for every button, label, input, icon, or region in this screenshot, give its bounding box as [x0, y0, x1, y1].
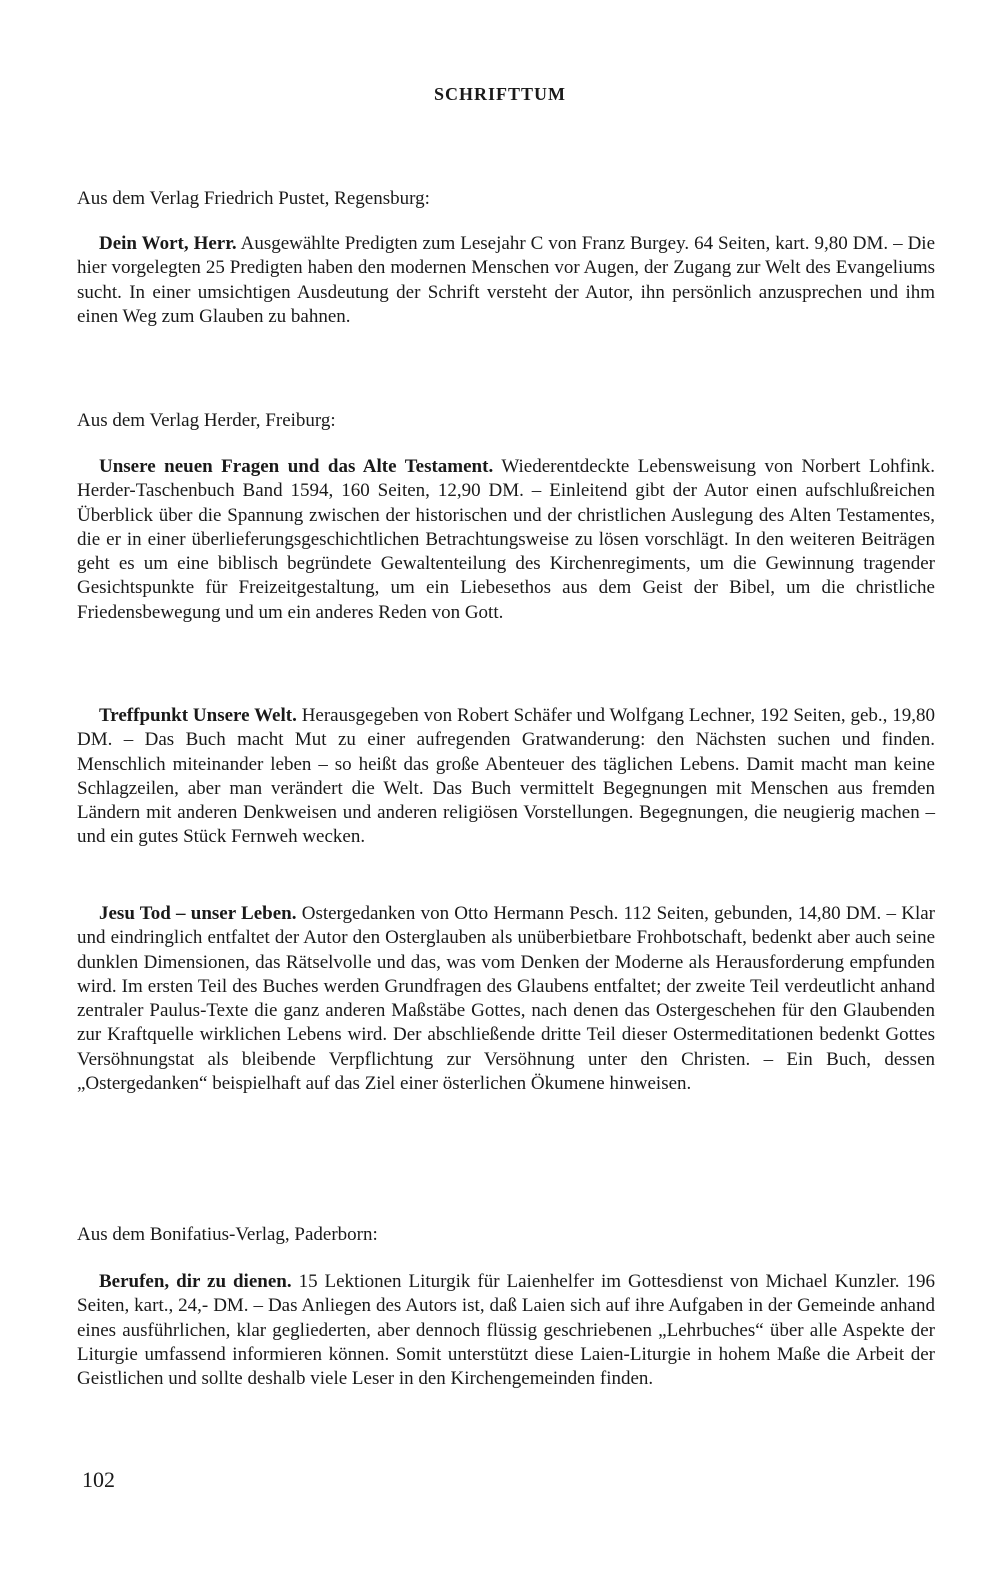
book-entry-jesu-tod — [77, 902, 935, 1096]
book-description: Ausgewählte Predigten zum Lesejahr C von Franz Burgey. 64 Seiten, kart. 9,80 DM. – Die hier vorgelegten 25 Predigten haben den modernen Menschen vor Augen, der Zugang zur Welt des Evangeliums sucht. In einer umsichtigen Ausdeutung der Schrift versteht der Autor, ihn persönlich anzusprechen und ihm einen Weg zum Glauben zu bahnen. — [77, 233, 936, 327]
book-title: Jesu Tod – unser Leben. — [99, 903, 297, 924]
book-description: Wiederentdeckte Lebensweisung von Norbert Lohfink. Herder-Taschenbuch Band 1594, 160 Seiten, 12,90 DM. – Einleitend gibt der Autor einen aufschlußreichen Überblick über die Spannung zwischen der historischen und der christlichen Auslegung des Alten Testamentes, die er in einer überlieferungsgeschichtlichen Betrachtungsweise zu lösen vorschlägt. In den weiteren Beiträgen geht es um eine biblisch begründete Gewaltenteilung des Kirchenregiments, um die Gewinnung tragender Gesichtspunkte für Freizeitgestaltung, um ein Liebesethos aus dem Geist der Bibel, um die christliche Friedensbewegung und um ein anderes Reden von Gott. — [77, 456, 935, 623]
book-title: Treffpunkt Unsere Welt. — [99, 705, 297, 726]
book-entry-treffpunkt — [77, 704, 935, 850]
book-entry-berufen — [77, 1270, 935, 1391]
book-entry-dein-wort — [77, 232, 935, 329]
publisher-heading-pustet: Aus dem Verlag Friedrich Pustet, Regensburg: — [77, 188, 430, 209]
book-description: 15 Lektionen Liturgik für Laienhelfer im Gottesdienst von Michael Kunzler. 196 Seiten, kart., 24,- DM. – Das Anliegen des Autors ist, daß Laien sich auf ihre Aufgaben in der Gemeinde anhand eines ausführlichen, klar gegliederten, aber dennoch flüssig geschriebenen „Lehrbuches“ über alle Aspekte der Liturgie umfassend informieren können. Somit unterstützt diese Laien-Liturgie in hohem Maße die Arbeit der Geistlichen und sollte deshalb viele Leser in den Kirchengemeinden finden. — [77, 1271, 936, 1390]
book-description: Ostergedanken von Otto Hermann Pesch. 112 Seiten, gebunden, 14,80 DM. – Klar und eindringlich entfaltet der Autor den Osterglauben als unüberbietbare Frohbotschaft, bedenkt aber auch seine dunklen Dimensionen, das Rätselvolle und das, was vom Denken der Moderne als Herausforderung empfunden wird. Im ersten Teil des Buches werden Grundfragen des Glaubens entfaltet; der zweite Teil verdeutlicht anhand zentraler Paulus-Texte die ganz anderen Maßstäbe Gottes, nach denen das Ostergeschehen für den Glaubenden zur Kraftquelle wirklichen Lebens wird. Der abschließende dritte Teil dieser Ostermeditationen bedenkt Gottes Versöhnungstat als bleibende Verpflichtung zur Versöhnung unter den Christen. – Ein Buch, dessen „Ostergedanken“ beispielhaft auf das Ziel einer österlichen Ökumene hinweisen. — [77, 903, 936, 1095]
book-title: Unsere neuen Fragen und das Alte Testament. — [99, 456, 494, 477]
page-number: 102 — [82, 1467, 115, 1492]
book-title: Berufen, dir zu dienen. — [99, 1271, 292, 1292]
page-title: SCHRIFTTUM — [433, 84, 566, 104]
book-entry-unsere-neuen-fragen — [77, 455, 935, 625]
publisher-heading-bonifatius: Aus dem Bonifatius-Verlag, Paderborn: — [77, 1224, 378, 1245]
book-description: Herausgegeben von Robert Schäfer und Wolfgang Lechner, 192 Seiten, geb., 19,80 DM. – Das Buch macht Mut zu einer aufregenden Gratwanderung: den Nächsten suchen und finden. Menschlich miteinander leben – so heißt das große Abenteuer des täglichen Lebens. Damit macht man keine Schlagzeilen, aber man verändert die Welt. Das Buch vermittelt Begegnungen mit Menschen aus fremden Ländern mit anderen Denkweisen und anderen religiösen Vorstellungen. Begegnungen, die neugierig machen – und ein gutes Stück Fernweh wecken. — [77, 705, 936, 848]
book-title: Dein Wort, Herr. — [99, 233, 237, 254]
publisher-heading-herder: Aus dem Verlag Herder, Freiburg: — [77, 410, 336, 431]
